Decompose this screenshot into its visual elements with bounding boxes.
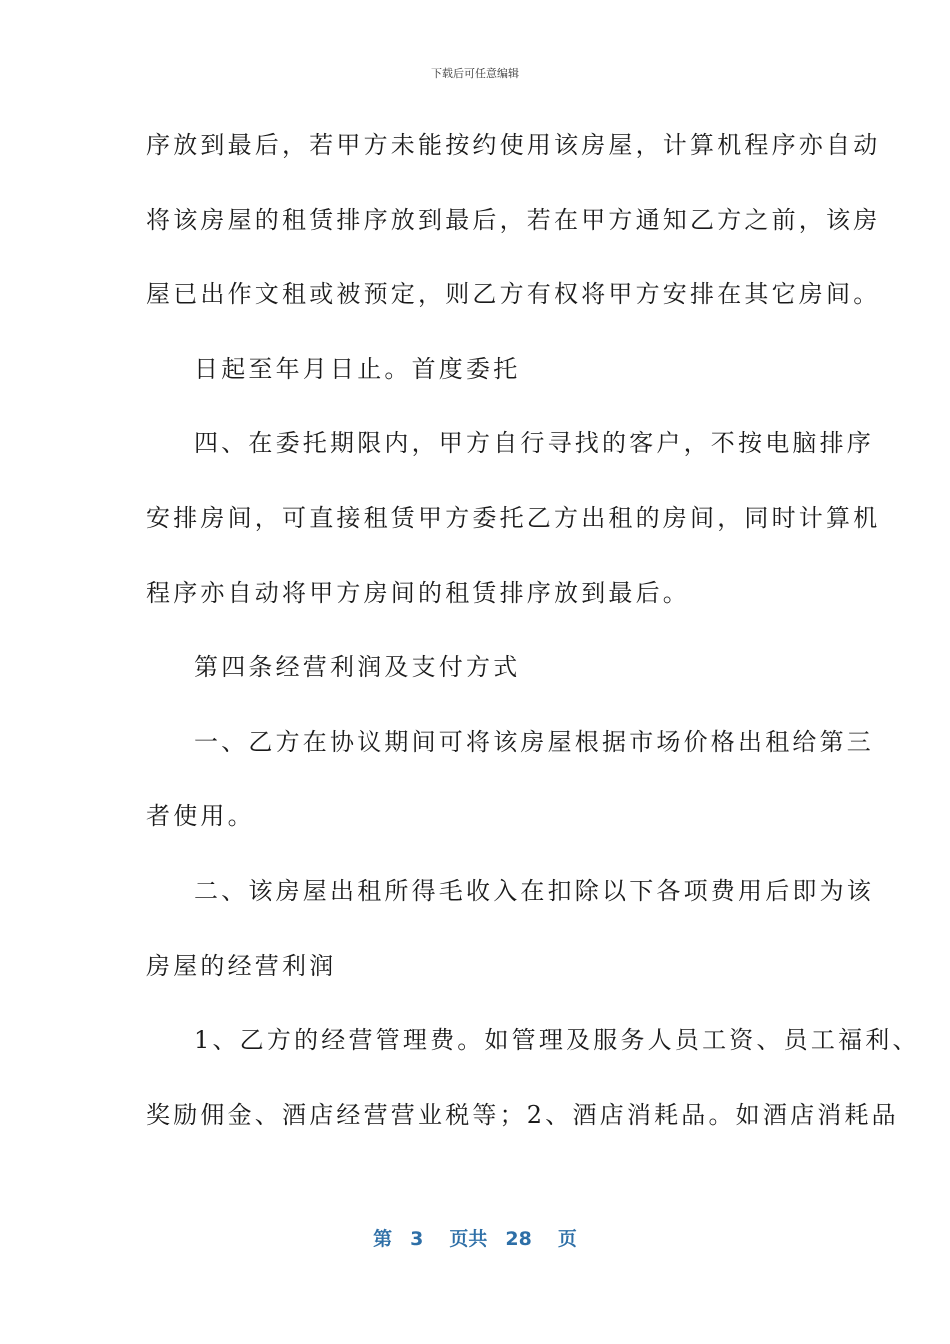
- document-body: [146, 127, 920, 1171]
- paragraph-line-6: 安排房间，可直接租赁甲方委托乙方出租的房间，同时计算机: [146, 503, 881, 532]
- paragraph-line-11: 二、该房屋出租所得毛收入在扣除以下各项费用后即为该: [194, 876, 874, 905]
- paragraph-line-12: 房屋的经营利润: [146, 951, 337, 980]
- paragraph-line-4: 日起至年月日止。首度委托: [194, 354, 521, 383]
- paragraph-line-13: 1、乙方的经营管理费。如管理及服务人员工资、员工福利、: [194, 1026, 920, 1055]
- footer-prefix: 第: [373, 1228, 393, 1250]
- paragraph-line-1: 序放到最后，若甲方未能按约使用该房屋，计算机程序亦自动: [146, 131, 881, 159]
- page-header: 下载后可任意编辑: [431, 67, 519, 80]
- paragraph-line-2: 将该房屋的租赁排序放到最后，若在甲方通知乙方之前，该房: [146, 205, 881, 234]
- page-footer: [0, 1226, 950, 1252]
- footer-current-page: 3: [410, 1228, 424, 1250]
- footer-suffix: 页: [557, 1228, 577, 1250]
- paragraph-line-10: 者使用。: [146, 802, 255, 831]
- footer-total-pages: 28: [505, 1228, 532, 1250]
- paragraph-line-7: 程序亦自动将甲方房间的租赁排序放到最后。: [146, 578, 690, 607]
- paragraph-line-14: 奖励佣金、酒店经营营业税等；2、酒店消耗品。如酒店消耗品: [146, 1100, 899, 1129]
- paragraph-line-3: 屋已出作文租或被预定，则乙方有权将甲方安排在其它房间。: [146, 280, 881, 309]
- footer-middle: 页共: [449, 1228, 488, 1250]
- paragraph-line-5: 四、在委托期限内，甲方自行寻找的客户，不按电脑排序: [194, 429, 874, 458]
- section-heading: 第四条经营利润及支付方式: [194, 653, 521, 682]
- paragraph-line-9: 一、乙方在协议期间可将该房屋根据市场价格出租给第三: [194, 727, 874, 756]
